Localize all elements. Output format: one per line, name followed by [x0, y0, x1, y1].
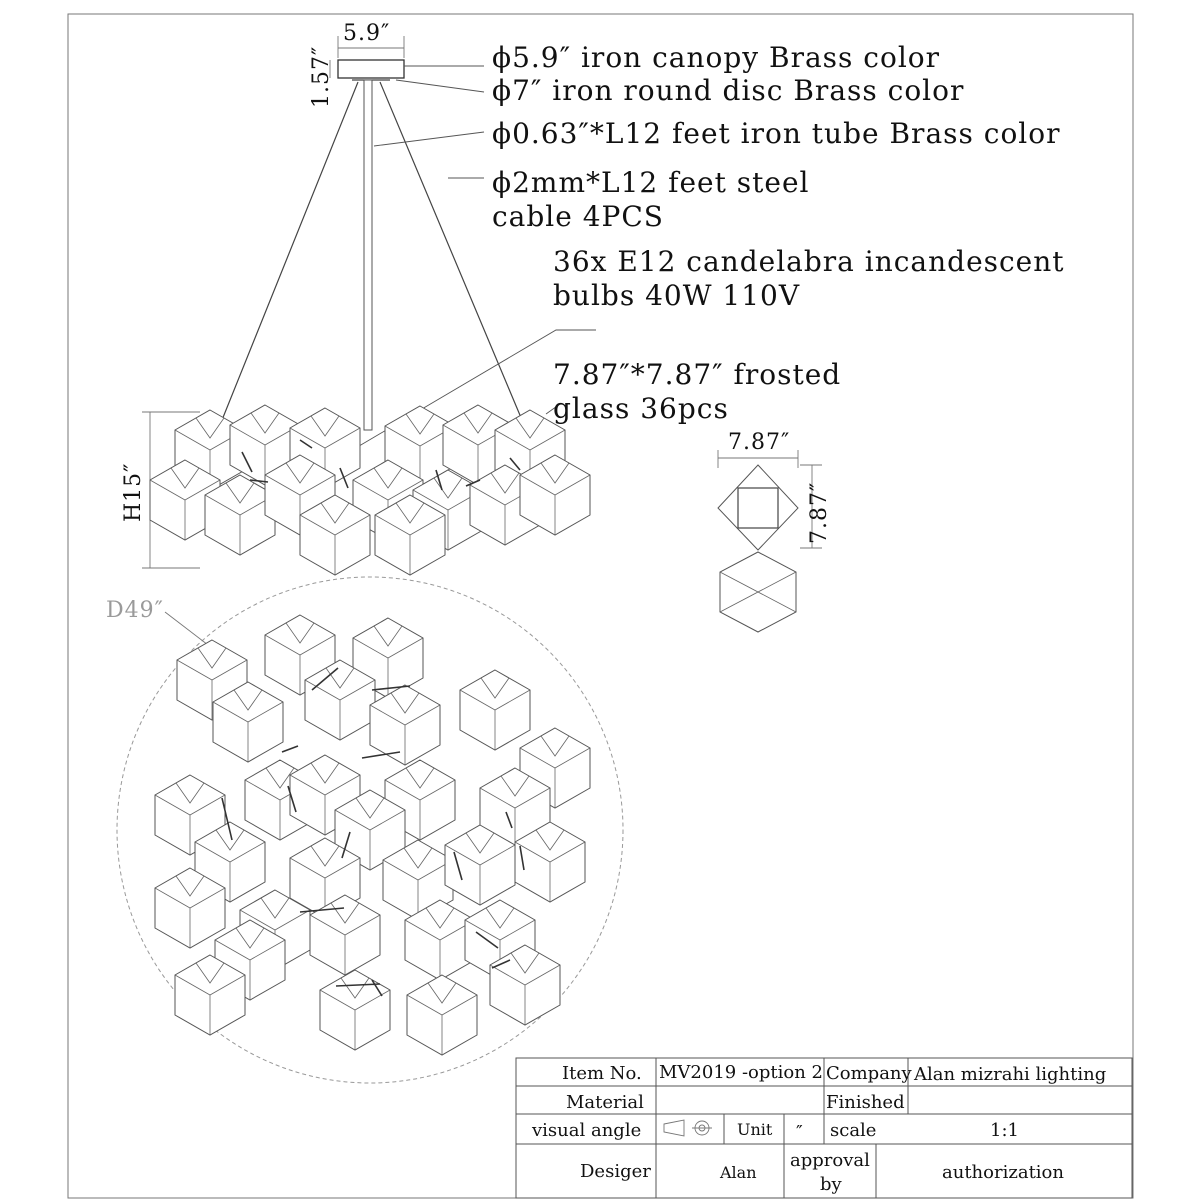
spec-bulbs-line2: bulbs 40W 110V: [553, 279, 801, 312]
title-block: [516, 1058, 1132, 1198]
scale-label: scale: [830, 1120, 877, 1141]
canopy-width-label: 5.9″: [343, 21, 391, 46]
spec-canopy: ϕ5.9″ iron canopy Brass color: [492, 41, 941, 74]
plan-view: [106, 577, 623, 1083]
scale-value: 1:1: [990, 1120, 1019, 1141]
item-no-label: Item No.: [562, 1063, 642, 1084]
designer-value: Alan: [720, 1163, 757, 1182]
unit-label: Unit: [737, 1120, 773, 1139]
unit-value: ″: [796, 1122, 803, 1143]
diameter-label: D49″: [106, 598, 164, 623]
canopy-height-label: 1.57″: [309, 45, 334, 108]
approval-line1: approval: [790, 1150, 870, 1171]
overall-height-label: H15″: [121, 462, 146, 522]
company-value: Alan mizrahi lighting: [914, 1064, 1107, 1085]
authorization-label: authorization: [942, 1162, 1064, 1183]
glass-detail: [718, 430, 832, 632]
glass-width-label: 7.87″: [728, 430, 791, 455]
visual-angle-label: visual angle: [532, 1120, 642, 1141]
spec-bulbs-line1: 36x E12 candelabra incandescent: [553, 245, 1065, 278]
canopy: [338, 60, 404, 78]
spec-cable-line2: cable 4PCS: [492, 200, 664, 233]
steel-cable-left: [222, 82, 358, 420]
glass-height-label: 7.87″: [807, 481, 832, 544]
item-no-value: MV2019 -option 2: [659, 1062, 823, 1083]
spec-cable-line1: ϕ2mm*L12 feet steel: [492, 166, 810, 199]
spec-glass-line1: 7.87″*7.87″ frosted: [553, 358, 842, 391]
finished-label: Finished: [826, 1092, 905, 1113]
company-label: Company: [826, 1063, 912, 1084]
spec-glass-line2: glass 36pcs: [553, 392, 729, 425]
designer-label: Desiger: [580, 1161, 651, 1182]
spec-tube: ϕ0.63″*L12 feet iron tube Brass color: [492, 117, 1061, 150]
iron-tube: [364, 80, 372, 430]
spec-disc: ϕ7″ iron round disc Brass color: [492, 74, 965, 107]
material-label: Material: [566, 1092, 644, 1113]
approval-line2: by: [820, 1174, 842, 1195]
